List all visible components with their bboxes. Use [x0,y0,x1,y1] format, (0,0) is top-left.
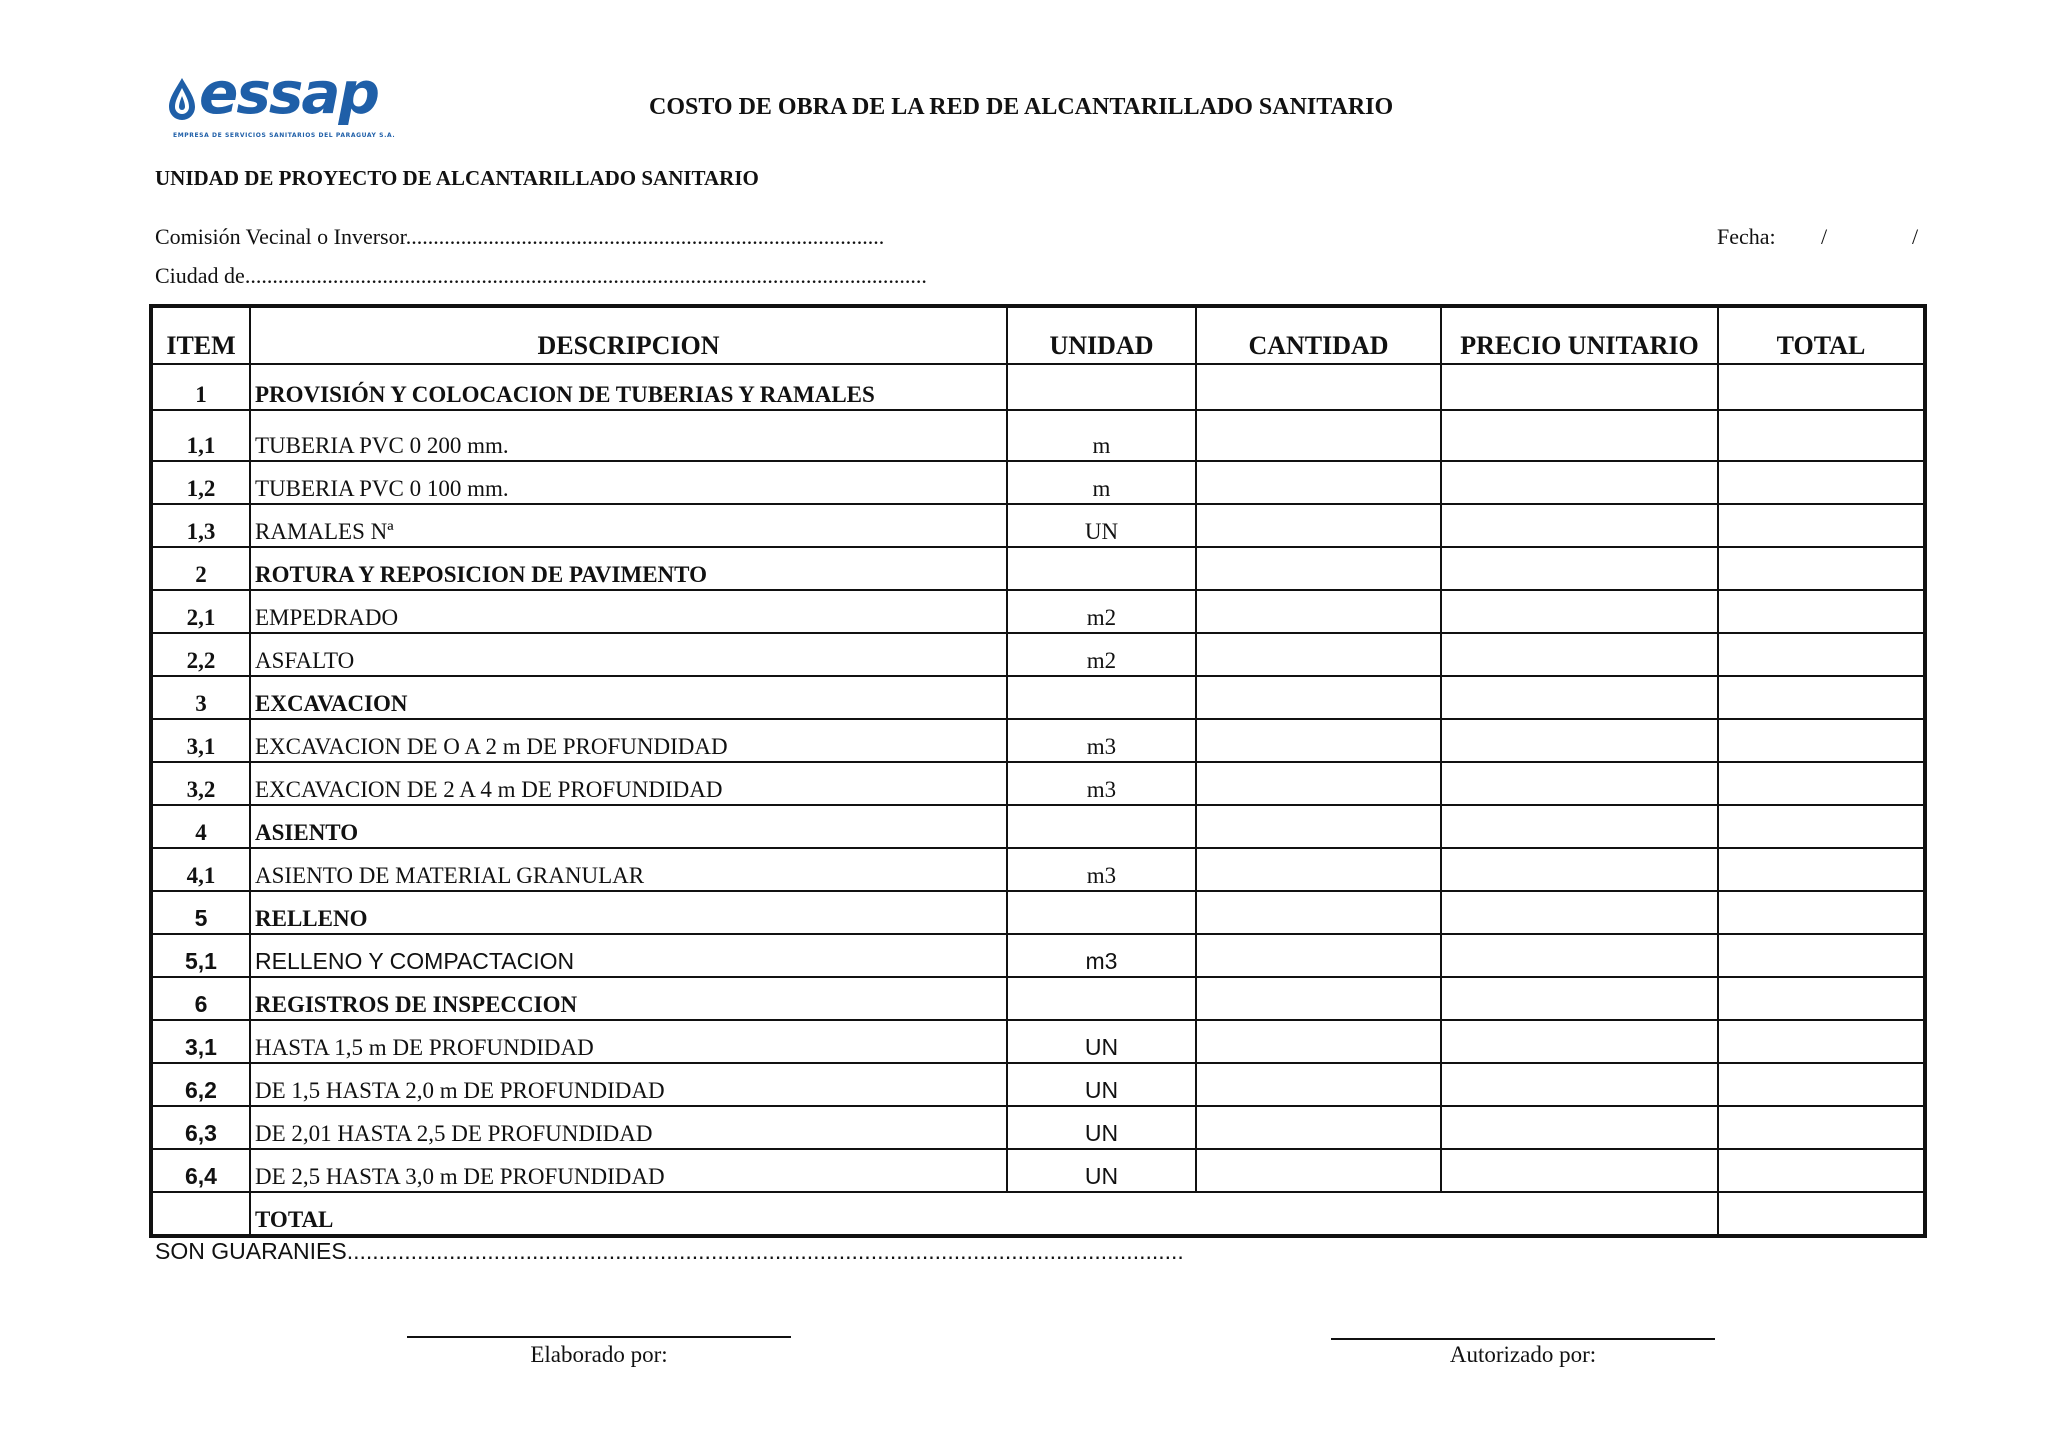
description-cell: EXCAVACION [250,676,1007,719]
description-cell: DE 2,5 HASTA 3,0 m DE PROFUNDIDAD [250,1149,1007,1192]
cantidad-cell [1196,504,1441,547]
item-cell: 3 [151,676,250,719]
cantidad-cell [1196,1106,1441,1149]
cantidad-cell [1196,410,1441,461]
table-row [151,410,1925,461]
description-cell: DE 2,01 HASTA 2,5 DE PROFUNDIDAD [250,1106,1007,1149]
cantidad-cell [1196,891,1441,934]
item-cell: 1,1 [151,410,250,461]
table-row [151,590,1925,633]
cantidad-cell [1196,1063,1441,1106]
precio-unitario-cell [1441,676,1718,719]
precio-unitario-cell [1441,1149,1718,1192]
cantidad-cell [1196,461,1441,504]
item-cell: 2 [151,547,250,590]
item-cell: 4,1 [151,848,250,891]
item-cell: 5 [151,891,250,934]
column-header-item: ITEM [151,306,250,364]
total-cell [1718,1106,1925,1149]
precio-unitario-cell [1441,547,1718,590]
logo-tagline: EMPRESA DE SERVICIOS SANITARIOS DEL PARAGUAY S.A. [173,132,396,139]
description-cell: RELLENO Y COMPACTACION [250,934,1007,977]
item-cell: 3,1 [151,1020,250,1063]
item-cell: 6,3 [151,1106,250,1149]
item-cell: 1,3 [151,504,250,547]
precio-unitario-cell [1441,762,1718,805]
column-header-unidad: UNIDAD [1007,306,1196,364]
table-header-row [151,306,1925,364]
total-label: TOTAL [250,1192,1718,1236]
unit-cell [1007,977,1196,1020]
total-cell [1718,504,1925,547]
table-row [151,719,1925,762]
table-row [151,934,1925,977]
description-cell: ROTURA Y REPOSICION DE PAVIMENTO [250,547,1007,590]
precio-unitario-cell [1441,848,1718,891]
total-cell [1718,805,1925,848]
unit-cell: UN [1007,1106,1196,1149]
description-cell: EXCAVACION DE O A 2 m DE PROFUNDIDAD [250,719,1007,762]
cantidad-cell [1196,719,1441,762]
description-cell: TUBERIA PVC 0 200 mm. [250,410,1007,461]
precio-unitario-cell [1441,1063,1718,1106]
table-row [151,461,1925,504]
cantidad-cell [1196,934,1441,977]
document-title: COSTO DE OBRA DE LA RED DE ALCANTARILLADO SANITARIO [649,94,1394,120]
cantidad-cell [1196,1149,1441,1192]
total-cell [1718,410,1925,461]
elaborado-signature-line [407,1336,791,1338]
column-header-descripcion: DESCRIPCION [250,306,1007,364]
fecha-label: Fecha: [1717,224,1776,249]
description-cell: ASIENTO [250,805,1007,848]
total-cell [1718,719,1925,762]
cantidad-cell [1196,977,1441,1020]
total-cell [1718,676,1925,719]
elaborado-label: Elaborado por: [530,1342,668,1367]
unit-cell [1007,547,1196,590]
total-cell [1718,977,1925,1020]
cantidad-cell [1196,1020,1441,1063]
unit-cell: m [1007,461,1196,504]
unit-title: UNIDAD DE PROYECTO DE ALCANTARILLADO SANITARIO [155,166,759,190]
precio-unitario-cell [1441,504,1718,547]
unit-cell: m2 [1007,633,1196,676]
item-cell: 6,2 [151,1063,250,1106]
precio-unitario-cell [1441,461,1718,504]
table-row [151,891,1925,934]
item-cell: 6,4 [151,1149,250,1192]
table-row [151,805,1925,848]
fecha-field [1717,224,1919,250]
item-cell: 4 [151,805,250,848]
precio-unitario-cell [1441,633,1718,676]
cantidad-cell [1196,633,1441,676]
cantidad-cell [1196,762,1441,805]
unit-cell: UN [1007,1063,1196,1106]
precio-unitario-cell [1441,977,1718,1020]
item-cell: 2,2 [151,633,250,676]
unit-cell: m3 [1007,719,1196,762]
unit-cell: UN [1007,504,1196,547]
precio-unitario-cell [1441,364,1718,410]
autorizado-label: Autorizado por: [1449,1342,1597,1367]
item-cell: 3,1 [151,719,250,762]
table-row [151,848,1925,891]
item-cell: 3,2 [151,762,250,805]
unit-cell: UN [1007,1149,1196,1192]
cantidad-cell [1196,848,1441,891]
table-row [151,364,1925,410]
item-cell: 6 [151,977,250,1020]
autorizado-signature-line [1331,1338,1715,1340]
description-cell: HASTA 1,5 m DE PROFUNDIDAD [250,1020,1007,1063]
column-header-cantidad: CANTIDAD [1196,306,1441,364]
total-cell [1718,1020,1925,1063]
precio-unitario-cell [1441,934,1718,977]
total-cell [1718,891,1925,934]
total-row [151,1192,1925,1236]
table-row [151,633,1925,676]
total-cell [1718,848,1925,891]
table-row [151,504,1925,547]
cantidad-cell [1196,676,1441,719]
total-value-cell [1718,1192,1925,1236]
precio-unitario-cell [1441,1020,1718,1063]
table-row [151,977,1925,1020]
unit-cell: UN [1007,1020,1196,1063]
item-cell: 1,2 [151,461,250,504]
description-cell: REGISTROS DE INSPECCION [250,977,1007,1020]
table-row [151,1106,1925,1149]
cantidad-cell [1196,547,1441,590]
comision-field: Comisión Vecinal o Inversor....................................................................................... [155,224,885,249]
table-row [151,1020,1925,1063]
description-cell: RAMALES Nª [250,504,1007,547]
essap-logo [163,59,396,148]
unit-cell [1007,805,1196,848]
table-row [151,762,1925,805]
unit-cell [1007,676,1196,719]
description-cell: EMPEDRADO [250,590,1007,633]
item-cell: 5,1 [151,934,250,977]
item-cell: 2,1 [151,590,250,633]
total-cell [1718,934,1925,977]
cantidad-cell [1196,590,1441,633]
precio-unitario-cell [1441,719,1718,762]
unit-cell: m3 [1007,848,1196,891]
total-cell [1718,547,1925,590]
table-row [151,547,1925,590]
total-cell [1718,1149,1925,1192]
son-guaranies: SON GUARANIES................................................................................................................................... [155,1238,1184,1264]
total-cell [1718,590,1925,633]
logo-wordmark: essap [199,59,379,127]
ciudad-field: Ciudad de............................................................................................................................ [155,263,927,288]
description-cell: RELLENO [250,891,1007,934]
total-cell [1718,633,1925,676]
column-header-total: TOTAL [1718,306,1925,364]
unit-cell: m3 [1007,762,1196,805]
total-item-cell [151,1192,250,1236]
cantidad-cell [1196,805,1441,848]
total-cell [1718,762,1925,805]
item-cell: 1 [151,364,250,410]
precio-unitario-cell [1441,1106,1718,1149]
table-row [151,1063,1925,1106]
fecha-separator-2: / [1912,224,1919,249]
cantidad-cell [1196,364,1441,410]
precio-unitario-cell [1441,410,1718,461]
unit-cell: m3 [1007,934,1196,977]
description-cell: ASIENTO DE MATERIAL GRANULAR [250,848,1007,891]
description-cell: TUBERIA PVC 0 100 mm. [250,461,1007,504]
fecha-separator-1: / [1821,224,1828,249]
total-cell [1718,364,1925,410]
precio-unitario-cell [1441,590,1718,633]
precio-unitario-cell [1441,891,1718,934]
description-cell: DE 1,5 HASTA 2,0 m DE PROFUNDIDAD [250,1063,1007,1106]
description-cell: PROVISIÓN Y COLOCACION DE TUBERIAS Y RAMALES [250,364,1007,410]
unit-cell [1007,364,1196,410]
total-cell [1718,1063,1925,1106]
table-row [151,1149,1925,1192]
precio-unitario-cell [1441,805,1718,848]
water-drop-icon [167,76,197,122]
column-header-precio-unitario: PRECIO UNITARIO [1441,306,1718,364]
description-cell: ASFALTO [250,633,1007,676]
cost-table [149,304,1927,1238]
unit-cell: m [1007,410,1196,461]
unit-cell: m2 [1007,590,1196,633]
description-cell: EXCAVACION DE 2 A 4 m DE PROFUNDIDAD [250,762,1007,805]
total-cell [1718,461,1925,504]
unit-cell [1007,891,1196,934]
table-row [151,676,1925,719]
